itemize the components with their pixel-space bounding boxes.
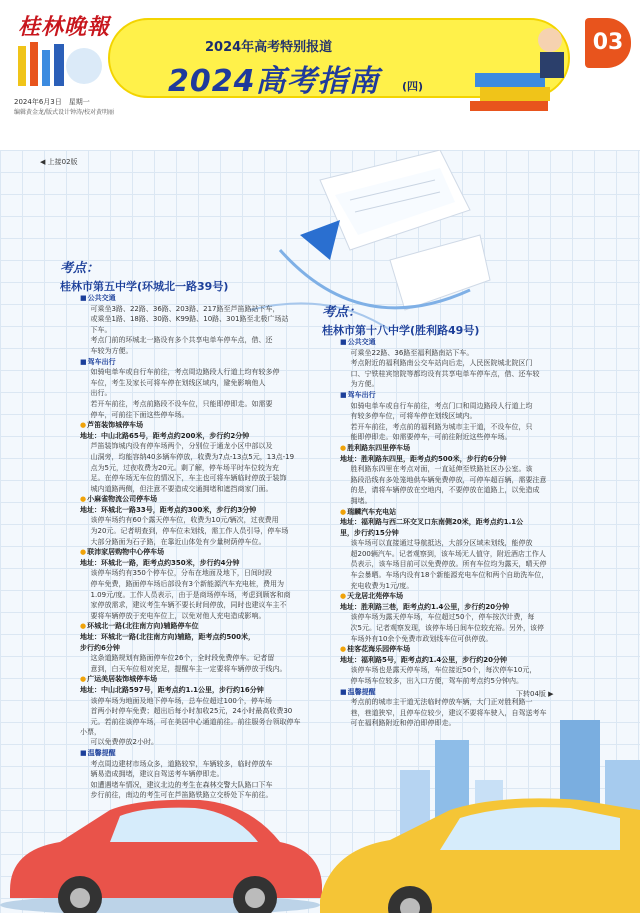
- body-text: 的是，请将车辆停放在空地内，不要停放在道路上，以免造成: [350, 486, 540, 495]
- banner-title: 2024高考指南: [168, 64, 380, 99]
- body-text: 车会暴晒。车场内设有18个新能源充电车位和两个自助洗车位，: [350, 571, 549, 580]
- body-text: 元。若前往该停车场，可在美居中心通道前往。前往服务台领取停车小票，: [80, 717, 301, 736]
- section-heading: ■ 公共交通: [340, 337, 574, 347]
- body-text: 充电收费为1元/度。: [350, 581, 414, 590]
- body-text: 如遭遇堵车情况，建议北边的考生在森林交警大队路口下车: [90, 780, 273, 789]
- prev-page-label: 上接02版: [47, 158, 78, 166]
- body-text: 要将车辆停放于充电车位上，以免对他人充电造成影响。: [90, 611, 266, 620]
- student-books-icon: [470, 18, 580, 113]
- section-heading: ■ 驾车出行: [80, 357, 306, 367]
- address-line: 地址：环城北一路33号，距考点约300米，步行约3分钟: [80, 505, 257, 514]
- address-line: 步行约6分钟: [80, 643, 120, 652]
- address-line: 地址：胜利路东四里，距考点约500米，步行约6分钟: [340, 454, 507, 463]
- banner-part: (四): [402, 80, 424, 93]
- body-text: 考点周边建材市场众多，道路较窄，车辆较多，临时停放车: [90, 759, 273, 768]
- body-text: 车位，考生及家长可将车停在划线区域内，避免影响他人: [90, 378, 266, 387]
- body-text: 辆易造成拥堵，建议自驾送考车辆停即走。: [90, 770, 224, 779]
- address-line: 地址：福利路与西二环交叉口东南侧20米，距考点约1.1公: [340, 518, 524, 527]
- body-text: 有较多停车位，可将车停在划线区域内。: [350, 412, 477, 421]
- prev-page-link[interactable]: ◀ 上接02版: [40, 158, 78, 166]
- body-text: 超200辆汽车。记者观察到，该车场无人值守，附近酒店工作人: [350, 549, 546, 558]
- address-line: 地址：中山北路597号，距考点约1.1公里，步行约16分钟: [80, 685, 264, 694]
- body-text: 该停车场为地面及地下停车场，总车位超过100个，停车场: [90, 696, 272, 705]
- body-text: 芦笛装饰城内设有停车场两个，分别位于通龙小区中部以及: [90, 442, 273, 451]
- body-text: 足。在停车场无车位的情况下，车主也可将车辆临时停放于装饰: [90, 474, 287, 483]
- venue-name: 桂林市第十八中学(胜利路49号): [322, 324, 480, 337]
- body-text: 该停车场约有60个露天停车位，收费为10元/辆次，过夜费用: [90, 516, 279, 525]
- body-text: 停车免费，路面停车场后部设有3个新能源汽车充电桩，费用为: [90, 580, 284, 589]
- body-text: 考点附近的福利路南公交车站向后走，人民医院城北院区门: [350, 359, 533, 368]
- body-text: 家停放需求，建议考生车辆不要长时间停放，同时也建议车主不: [90, 601, 287, 610]
- body-text: 步行前往，南边的考生可在芦笛路铁路立交桥处下车前往。: [90, 791, 273, 800]
- body-text: 首两小时停车免费；超出后每小时加收25元，24小时最高收费30: [90, 707, 293, 716]
- body-text: 或乘坐1路、18路、30路、K99路、10路、301路至北极广场站: [90, 315, 289, 324]
- address-line: 里，步行约15分钟: [340, 528, 399, 537]
- body-text: 可在福利路附近和停泊即停即走。: [350, 719, 456, 728]
- masthead: [0, 0, 640, 150]
- address-line: 地址：胜利路三巷，距考点约1.4公里，步行约20分钟: [340, 602, 510, 611]
- body-text: 该停车场为露天停车场，车位超过50个，停车按次计费，每: [350, 613, 535, 622]
- body-text: 如骑电单车或自行车前往，考点周边路段人行道上均有较多停: [90, 368, 280, 377]
- body-text: 如骑电单车或自行车前往，考点门口和周边路段人行道上均: [350, 401, 533, 410]
- body-text: 下车。: [90, 325, 112, 334]
- body-text: 该停车场约有350个停车位，分布在地面及地下，日间时段: [90, 569, 272, 578]
- body-text: 拥堵。: [350, 496, 372, 505]
- body-text: 点为5元，过夜收费为20元。剩了解，停车场平时车位较为充: [90, 463, 279, 472]
- body-text: 该停车场也是露天停车场，车位接近50个，每次停车10元，: [350, 666, 537, 675]
- body-text: 路段沿线有多处笼地供车辆免费停放，可停车超百辆，需要注意: [350, 475, 547, 484]
- left-venue-title: [60, 257, 228, 294]
- kaodian-label: 考点：: [322, 305, 362, 320]
- parking-lot-name: ● 小麻雀物流公司停车场: [80, 494, 306, 504]
- yellow-car-illustration: [320, 790, 640, 913]
- body-text: 为方便。: [350, 380, 379, 389]
- parking-lot-name: ● 联沛家居购物中心停车场: [80, 547, 306, 557]
- body-text: 员表示，该车场目前可以免费停放。所有车位均为露天，晴天停: [350, 560, 547, 569]
- body-text: 停车场车位较多，出入口方便，驾车前考点约5分钟内。: [350, 677, 523, 685]
- body-text: 该车场可以直接通过导航抵达，大部分区域未划线，能停放: [350, 539, 533, 548]
- section-heading: ■ 温馨提醒: [80, 748, 306, 758]
- body-text: 为20元。记者明查到，停车位未划线，需工作人员引导，停车场: [90, 527, 289, 536]
- venue-name: 桂林市第五中学(环城北一路39号): [60, 280, 229, 293]
- body-text: 大部分路面为石子路，在靠近山体处有少量树荫停车位。: [90, 537, 266, 546]
- body-text: 这条道路规划有路面停车位26个，全时段免费停车。记者留: [90, 654, 275, 663]
- body-text: 能即停即走。如需要停车，可前往附近这些停车场。: [350, 433, 512, 442]
- body-text: 意到，白天车位相对充足，提醒车主一定要将车辆停放于线内。: [90, 664, 287, 673]
- page-number: 03: [585, 18, 631, 68]
- section-heading: ■ 温馨提醒: [340, 687, 574, 697]
- body-text: 考点门前的环城北一路设有多个共享电单车停车点，借、还: [90, 336, 273, 345]
- body-text: 可以免费停放2小时。: [90, 738, 158, 747]
- parking-lot-name: ● 桂客花海乐园停车场: [340, 644, 574, 654]
- body-text: 若开车前往，考点前的福利路为城市主干道，不设车位，只: [350, 422, 533, 431]
- body-text: 次5元。记者观察发现，该停车场日间车位较充裕。另外，该停: [350, 624, 544, 633]
- left-venue-body: [80, 293, 306, 801]
- parking-lot-name: ● 广运美居装饰城停车场: [80, 674, 306, 684]
- address-line: 地址：福利路5号，距考点约1.4公里，步行约20分钟: [340, 655, 508, 664]
- address-line: 地址：环城北一路，距考点约350米，步行约4分钟: [80, 558, 240, 567]
- banner-subtitle: 2024年高考特别报道: [205, 40, 333, 55]
- kaodian-label: 考点：: [60, 261, 100, 276]
- address-line: 地址：环城北一路(北往南方向)辅路，距考点约500米，: [80, 633, 256, 641]
- pencils-icon: [14, 40, 106, 88]
- body-text: 可乘坐22路、36路至福利路南站下车。: [350, 348, 474, 357]
- body-text: 考点前的城市主干道无法临时停放车辆，大门正对胜利路一: [350, 698, 533, 707]
- parking-lot-name: ● 环城北一路(北往南方向)辅路停车位: [80, 621, 306, 631]
- body-text: 车场外有10余个免费市政划线车位可供停放。: [350, 634, 493, 643]
- section-heading: ■ 驾车出行: [340, 390, 574, 400]
- body-text: 口、宁铁桂宾馆院等都均设有共享电单车停车点，借、还车较: [350, 369, 540, 378]
- next-page-label: 下转04版: [516, 690, 546, 698]
- parking-lot-name: ● 天龙居北苑停车场: [340, 591, 574, 601]
- body-text: 山洞旁，均能容纳40多辆车停放，收费为7点-13点5元，13点-19: [90, 452, 295, 461]
- right-venue-body: [340, 337, 574, 729]
- parking-lot-name: ● 瑞麟汽车充电站: [340, 507, 574, 517]
- body-text: 出行。: [90, 389, 112, 398]
- right-venue-title: [322, 301, 479, 338]
- address-line: 地址：中山北路65号，距考点约200米，步行约2分钟: [80, 431, 250, 440]
- next-page-link[interactable]: 下转04版 ▶: [516, 690, 554, 698]
- body-text: 可乘坐3路、22路、36路、203路、217路至芦笛路站下车，: [90, 304, 280, 313]
- body-text: 胜利路东四里在考点对面，一直延伸至铁路社区办公室。该: [350, 465, 533, 474]
- newspaper-logo: 桂林晚報: [18, 14, 111, 40]
- editor-credits: 编辑黄金龙/版式设计钟涛/校对黄明丽: [14, 109, 115, 116]
- body-text: 1.09元/度。工作人员表示，由于是商场停车场，考虑到顾客和商: [90, 590, 291, 599]
- body-text: 若开车前往，考点前路段不设车位，只能即停即走。如需要: [90, 399, 273, 408]
- section-heading: ■ 公共交通: [80, 293, 306, 303]
- parking-lot-name: ● 胜利路东四里停车场: [340, 443, 574, 453]
- body-text: 停车，可前往下面这些停车场。: [90, 410, 189, 419]
- body-text: 巷，巷道狭窄，且停车位较少，建议不要将车驶入，自驾送考车: [350, 708, 547, 717]
- body-text: 城内道路两侧，但注意不要造成交通拥堵和遮挡商家门面。: [90, 484, 273, 493]
- issue-date: 2024年6月3日 星期一: [14, 98, 90, 106]
- body-text: 车较为方便。: [90, 346, 133, 355]
- parking-lot-name: ● 芦笛装饰城停车场: [80, 420, 306, 430]
